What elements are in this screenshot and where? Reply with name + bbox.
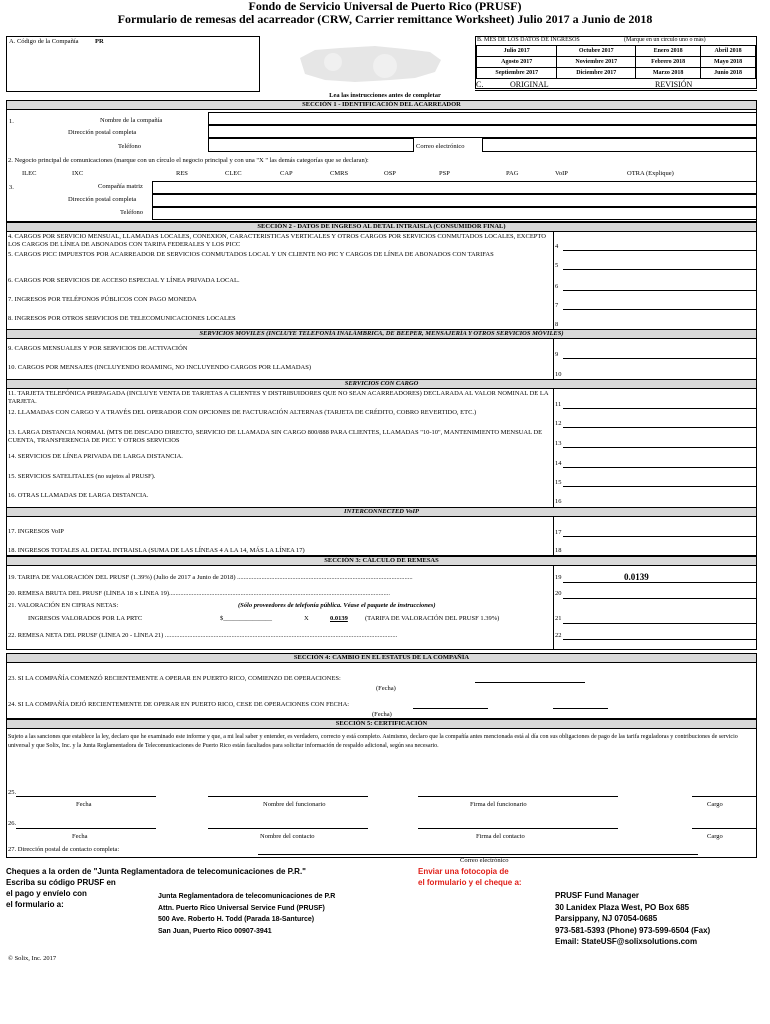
postal-address2-label: Dirección postal completa <box>68 196 137 203</box>
mobile-services-header: SERVICIOS MOVILES (INCLUYE TELEFONÍA INALÁMBRICA, DE BEEPER, MENSAJERÍA Y OTROS SERVICIOS MÓVILES) <box>6 329 757 339</box>
address-line: PRUSF Fund Manager <box>555 891 640 900</box>
officer-title-input[interactable] <box>692 796 757 797</box>
address-line: Attn. Puerto Rico Universal Service Fund (PRUSF) <box>158 904 325 912</box>
officer-title-label: Cargo <box>707 801 723 808</box>
postal-address-label: Dirección postal completa <box>68 129 137 136</box>
line19-text: 19. TARIFA DE VALORACIÓN DEL PRUSF (1.39%) (Julio de 2017 a Junio de 2018) ............................................................................................................ <box>8 574 413 581</box>
category-cmrs[interactable]: CMRS <box>330 170 349 177</box>
section5-header: SECCIÓN 5: CERTIFICACIÓN <box>6 719 757 729</box>
payment-line: el pago y envíelo con <box>6 889 87 898</box>
line15-text: 15. SERVICIOS SATELITALES (no sujetos al PRUSF). <box>8 473 156 480</box>
line5-text: 5. CARGOS PICC IMPUESTOS POR ACARREADOR DE SERVICIOS CONMUTADOS LOCAL Y UN CLIENTE NO PIC Y CARGOS DE LÍNEA DE ABONADOS CON TARIFAS <box>8 251 494 258</box>
category-res[interactable]: RES <box>176 170 188 177</box>
form-title: Fondo de Servicio Universal de Puerto Rico (PRUSF) <box>248 0 522 13</box>
month-cell[interactable]: Octubre 2017 <box>557 46 636 57</box>
month-cell[interactable]: Julio 2017 <box>477 46 557 57</box>
line23-text: 23. SI LA COMPAÑÍA COMENZÓ RECIENTEMENTE A OPERAR EN PUERTO RICO, COMIENZO DE OPERACIONES: <box>8 675 341 682</box>
category-osp[interactable]: OSP <box>384 170 396 177</box>
revision-option[interactable]: REVISIÓN <box>655 80 693 89</box>
contact-title-input[interactable] <box>692 828 757 829</box>
line11-text: 11. TARJETA TELEFÓNICA PREPAGADA (INCLUYE VENTA DE TARJETAS A CLIENTES Y DISTRIBUIDORES QUE NO SEAN ACARREADORES) DECLARADA AL VALOR NOMINAL DE LA TARJETA. <box>8 390 549 405</box>
line19-input[interactable] <box>563 566 757 583</box>
line7-number: 7 <box>555 302 559 309</box>
line24-date-label: (Fecha) <box>372 711 392 718</box>
line21-rate: 0.0139 <box>330 615 348 622</box>
line17-number: 17 <box>555 529 562 536</box>
category-cap[interactable]: CAP <box>280 170 293 177</box>
email-input[interactable] <box>482 138 757 152</box>
line6-number: 6 <box>555 283 559 290</box>
line22-input[interactable] <box>563 624 757 640</box>
category-clec[interactable]: CLEC <box>225 170 242 177</box>
month-cell[interactable]: Abril 2018 <box>701 46 756 57</box>
month-cell[interactable]: Noviembre 2017 <box>557 57 636 68</box>
line21-rate-label: (TARIFA DE VALORACIÓN DEL PRUSF 1.39%) <box>365 615 500 622</box>
phone2-input[interactable] <box>152 207 757 220</box>
line18-text: 18. INGRESOS TOTALES AL DETAL INTRAISLA (SUMA DE LAS LÍNEAS 4 A LA 14, MÁS LA LÍNEA 17) <box>8 547 305 554</box>
line26-number: 26. <box>8 820 17 827</box>
line27-text: 27. Dirección postal de contacto completa: <box>8 846 120 853</box>
month-cell[interactable]: Agosto 2017 <box>477 57 557 68</box>
copy-note <box>418 866 522 888</box>
months-note: (Marque en un círculo uno o más) <box>624 37 706 43</box>
address-line: Junta Reglamentadora de telecomunicaciones de P.R <box>158 893 336 900</box>
line25-date-label: Fecha <box>76 801 92 808</box>
line21-note: (Sólo proveedores de telefonía pública. Véase el paquete de instrucciones) <box>238 602 436 609</box>
line19-value: 0.0139 <box>624 572 649 582</box>
line3-number: 3. <box>9 184 14 191</box>
line4-number: 4 <box>555 243 559 250</box>
fund-manager-address <box>555 890 710 948</box>
line4-input[interactable] <box>563 238 757 251</box>
line26-date-input[interactable] <box>16 828 156 829</box>
payment-line: Cheques a la orden de "Junta Reglamentadora de telecomunicaciones de P.R." <box>6 867 306 876</box>
voip-header: INTERCONNECTED VoIP <box>6 507 757 517</box>
address-line: 500 Ave. Roberto H. Todd (Parada 18-Santurce) <box>158 916 315 923</box>
line19-number: 19 <box>555 574 562 581</box>
line24-text: 24. SI LA COMPAÑÍA DEJÓ RECIENTEMENTE DE OPERAR EN PUERTO RICO, CESE DE OPERACIONES CON FECHA: <box>8 701 350 708</box>
line17-text: 17. INGRESOS VoIP <box>8 528 64 535</box>
category-voip[interactable]: VoIP <box>555 170 568 177</box>
category-ixc[interactable]: IXC <box>72 170 84 177</box>
original-option[interactable]: ORIGINAL <box>510 80 549 89</box>
month-cell[interactable]: Junio 2018 <box>701 68 756 79</box>
section3-header: SECCIÓN 3: CÁLCULO DE REMESAS <box>6 556 757 566</box>
line12-text: 12. LLAMADAS CON CARGO Y A TRAVÉS DEL OPERADOR CON OPCIONES DE FACTURACIÓN ALTERNAS (TARJETA DE CRÉDITO, COBRO REVERTIDO, ETC.) <box>8 409 477 416</box>
line13-text: 13. LARGA DISTANCIA NORMAL (MTS DE DISCADO DIRECTO, SERVICIO DE LLAMADA SIN CARGO 800/888 PARA CLIENTES, LLAMADAS "10-10", MANTENIMIENTO MENSUAL DE CUENTA, TRANSFERENCIA DE PICC Y OTROS SERVICIOS <box>8 429 543 444</box>
postal-address-input[interactable] <box>208 125 757 138</box>
line6-input[interactable] <box>563 275 757 291</box>
line21-revenue-input[interactable]: $_______________ <box>220 615 272 622</box>
contact-address-input[interactable] <box>258 854 698 855</box>
line21-input[interactable] <box>563 599 757 624</box>
line10-text: 10. CARGOS POR MENSAJES (INCLUYENDO ROAMING, NO INCLUYENDO CARGOS POR LLAMADAS) <box>8 364 311 371</box>
line2-text: 2. Negocio principal de comunicaciones (marque con un círculo el negocio principal y con una "X " las demás categorías que se declaran): <box>8 157 369 164</box>
category-other[interactable]: OTRA (Explique) <box>627 170 674 177</box>
line25-date-input[interactable] <box>16 796 156 797</box>
contact-name-label: Nombre del contacto <box>260 833 315 840</box>
copy-note-line: Enviar una fotocopia de <box>418 867 509 876</box>
line14-input[interactable] <box>563 452 757 468</box>
month-cell[interactable]: Septiembre 2017 <box>477 68 557 79</box>
line20-number: 20 <box>555 590 562 597</box>
line7-text: 7. INGRESOS POR TELÉFONOS PÚBLICOS CON PAGO MONEDA <box>8 296 197 303</box>
line13-number: 13 <box>555 440 562 447</box>
line11-input[interactable] <box>563 394 757 409</box>
line16-text: 16. OTRAS LLAMADAS DE LARGA DISTANCIA. <box>8 492 149 499</box>
company-name-label: Nombre de la compañía <box>100 117 163 124</box>
category-row <box>22 170 757 180</box>
line23-date-label: (Fecha) <box>376 685 396 692</box>
line5-input[interactable] <box>563 255 757 270</box>
line26-date-label: Fecha <box>72 833 88 840</box>
certification-text: Sujeto a las sanciones que establece la ley, declaro que he examinado este informe y que, a mi leal saber y entender, es verdadero, correcto y está completo. Asimismo, declaro que la compañía antes mencionada está al día con sus obligaciones de pago de las tarifa reguladoras y contribuciones de servicio universal y que Solix, Inc. y la Junta Reglamentadora de Telecomunicaciones de Puerto Rico están facultados para solicitar información de respaldo adicional, según sea necesario. <box>8 734 738 749</box>
c-label: C. <box>476 80 484 89</box>
puerto-rico-map-icon <box>295 40 445 90</box>
month-cell[interactable]: Enero 2018 <box>636 46 701 57</box>
line13-input[interactable] <box>563 432 757 448</box>
line8-text: 8. INGRESOS POR OTROS SERVICIOS DE TELECOMUNICACIONES LOCALES <box>8 315 236 322</box>
email-label: Correo electrónico <box>416 143 465 150</box>
contact-email-label: Correo electrónico <box>460 857 509 864</box>
category-ilec[interactable]: ILEC <box>22 170 37 177</box>
line20-text: 20. REMESA BRUTA DEL PRUSF (LÍNEA 18 x LÍNEA 19)........................................................................................................................................ <box>8 590 391 597</box>
address-line: 30 Lanidex Plaza West, PO Box 685 <box>555 902 690 912</box>
parent-company-label: Compañía matriz <box>98 183 143 190</box>
officer-signature-label: Firma del funcionario <box>470 801 527 808</box>
category-pag[interactable]: PAG <box>506 170 519 177</box>
line22-text: 22. REMESA NETA DEL PRUSF (LÍNEA 20 - LÍNEA 21) ............................................................................................................................................... <box>8 632 398 639</box>
company-code-value: PR <box>95 38 104 45</box>
line21-text: 21. VALORACIÓN EN CIFRAS NETAS: <box>8 602 119 609</box>
line9-input[interactable] <box>563 343 757 359</box>
line6-text: 6. CARGOS POR SERVICIOS DE ACCESO ESPECIAL Y LÍNEA PRIVADA LOCAL. <box>8 277 240 284</box>
section2-header: SECCIÓN 2 - DATOS DE INGRESO AL DETAL INTRAISLA (CONSUMIDOR FINAL) <box>6 222 757 232</box>
payment-line: el formulario a: <box>6 900 64 909</box>
contact-title-label: Cargo <box>707 833 723 840</box>
officer-signature-input[interactable] <box>418 796 618 797</box>
phone-input[interactable] <box>208 138 414 152</box>
months-label: B. MES DE LOS DATOS DE INGRESOS <box>477 37 580 43</box>
line25-number: 25. <box>8 789 17 796</box>
address-line: Email: StateUSF@solixsolutions.com <box>555 937 698 946</box>
address-line: 973-581-5393 (Phone) 973-599-6504 (Fax) <box>555 925 711 935</box>
payment-line: Escriba su código PRUSF en <box>6 878 116 887</box>
line15-input[interactable] <box>563 471 757 487</box>
copyright: © Solix, Inc. 2017 <box>8 955 57 962</box>
line11-number: 11 <box>555 401 562 408</box>
line1-number: 1. <box>9 118 14 125</box>
parent-company-input[interactable] <box>152 181 757 194</box>
line14-text: 14. SERVICIOS DE LÍNEA PRIVADA DE LARGA DISTANCIA. <box>8 453 183 460</box>
address-line: San Juan, Puerto Rico 00907-3941 <box>158 927 272 935</box>
contact-signature-input[interactable] <box>418 828 618 829</box>
toll-services-header: SERVICIOS CON CARGO <box>6 379 757 389</box>
line12-number: 12 <box>555 420 562 427</box>
line24-date-input[interactable] <box>413 708 488 709</box>
line9-text: 9. CARGOS MENSUALES Y POR SERVICIOS DE ACTIVACIÓN <box>8 345 188 352</box>
phone-label: Teléfono <box>118 143 142 150</box>
officer-name-label: Nombre del funcionario <box>263 801 326 808</box>
line16-number: 16 <box>555 498 562 505</box>
section4-header: SECCIÓN 4: CAMBIO EN EL ESTATUS DE LA COMPAÑÍA <box>6 653 757 663</box>
month-cell[interactable]: Mayo 2018 <box>701 57 756 68</box>
section1-header: SECCIÓN 1 - IDENTIFICACIÓN DEL ACARREADOR <box>6 100 757 110</box>
regulator-address <box>158 891 335 937</box>
line20-input[interactable] <box>563 583 757 599</box>
address-line: Parsippany, NJ 07054-0685 <box>555 914 658 923</box>
month-cell[interactable]: Febrero 2018 <box>636 57 701 68</box>
company-name-input[interactable] <box>208 112 757 125</box>
line18-number: 18 <box>555 547 562 554</box>
line21-number: 21 <box>555 615 562 622</box>
company-code-box[interactable] <box>6 36 260 92</box>
instructions-note: Lea las instrucciones antes de completar <box>329 92 441 99</box>
line10-number: 10 <box>555 371 562 378</box>
line17-input[interactable] <box>563 517 757 537</box>
month-cell[interactable]: Diciembre 2017 <box>557 68 636 79</box>
line12-input[interactable] <box>563 413 757 428</box>
line15-number: 15 <box>555 479 562 486</box>
officer-name-input[interactable] <box>208 796 368 797</box>
company-code-label: A. Código de la Compañía <box>9 38 79 45</box>
line21-revenue-label: INGRESOS VALORADOS POR LA PRTC <box>28 615 143 622</box>
contact-name-input[interactable] <box>208 828 368 829</box>
contact-signature-label: Firma del contacto <box>476 833 525 840</box>
phone2-label: Teléfono <box>120 209 144 216</box>
line22-number: 22 <box>555 632 562 639</box>
months-table <box>476 45 756 79</box>
line7-input[interactable] <box>563 294 757 310</box>
line21-multiply: X <box>304 615 309 622</box>
category-psp[interactable]: PSP <box>439 170 450 177</box>
line5-number: 5 <box>555 262 559 269</box>
line23-date-input[interactable] <box>475 682 585 683</box>
form-subtitle: Formulario de remesas del acarreador (CRW, Carrier remittance Worksheet) Julio 2017 a Junio de 2018 <box>117 12 653 26</box>
postal-address2-input[interactable] <box>152 194 757 207</box>
copy-note-line: el formulario y el cheque a: <box>418 878 522 887</box>
line8-number: 8 <box>555 321 559 328</box>
line9-number: 9 <box>555 351 559 358</box>
month-cell[interactable]: Marzo 2018 <box>636 68 701 79</box>
line4-text: 4. CARGOS POR SERVICIO MENSUAL, LLAMADAS LOCALES, CONEXION, CARACTERISTICAS VERTICALES Y OTROS CARGOS POR SERVICIOS CONMUTADOS LOCALES, EXCEPTO LOS CARGOS DE LÍNEA DE ABONADOS CON TARIFA FEDERALES Y LOS PICC <box>8 233 546 248</box>
line14-number: 14 <box>555 460 562 467</box>
